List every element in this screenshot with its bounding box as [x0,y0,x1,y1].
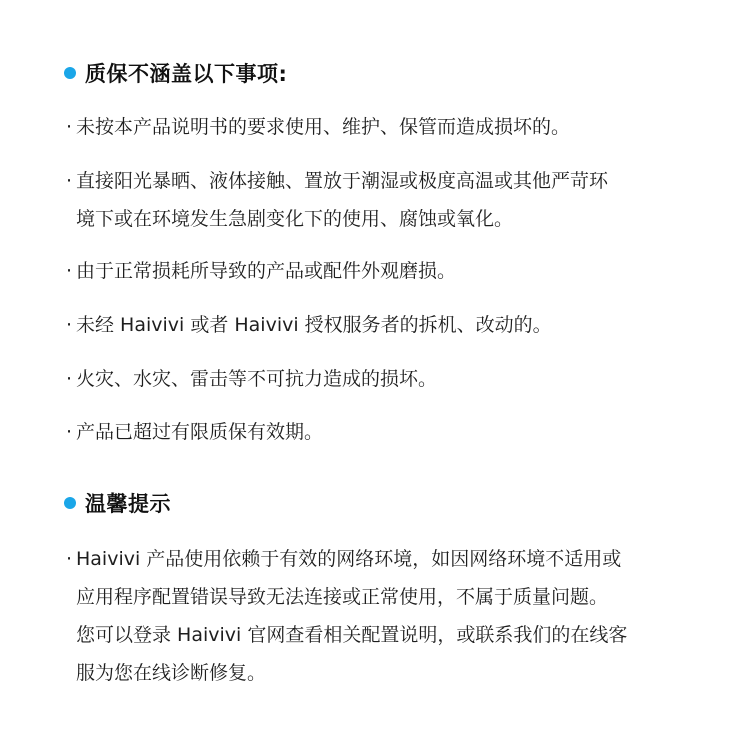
item-text: Haivivi 产品使用依赖于有效的网络环境，如因网络环境不适用或 [76,548,622,570]
item-bullet: · [66,548,73,570]
tips-heading [64,486,171,520]
item-bullet: · [66,260,73,282]
warranty-item-environment [66,162,608,238]
item-text: 未经 Haivivi 或者 Haivivi 授权服务者的拆机、改动的。 [76,314,552,336]
item-bullet: · [66,314,73,336]
item-bullet: · [66,368,73,390]
item-bullet: · [66,116,73,138]
blue-dot-icon [64,497,76,509]
warranty-item-expired [66,413,323,451]
item-text-continued: 应用程序配置错误导致无法连接或正常使用，不属于质量问题。 [76,586,609,608]
item-bullet: · [66,421,73,443]
blue-dot-icon [64,67,76,79]
item-text: 火灾、水灾、雷击等不可抗力造成的损坏。 [76,368,438,390]
warranty-item-wear [66,252,456,290]
item-bullet: · [66,170,73,192]
item-text-continued: 服为您在线诊断修复。 [76,662,267,684]
item-text-continued: 境下或在环境发生急剧变化下的使用、腐蚀或氧化。 [76,208,514,230]
item-text: 未按本产品说明书的要求使用、维护、保管而造成损坏的。 [76,116,571,138]
tips-item-network [66,540,627,692]
warranty-exclusions-heading [64,56,287,90]
warranty-heading-text: 质保不涵盖以下事项: [85,62,288,86]
item-text-continued: 您可以登录 Haivivi 官网查看相关配置说明，或联系我们的在线客 [76,624,628,646]
warranty-item-misuse [66,108,570,146]
warranty-item-unauthorized-repair [66,306,552,344]
item-text: 直接阳光暴晒、液体接触、置放于潮湿或极度高温或其他严苛环 [76,170,609,192]
tips-heading-text: 温馨提示 [85,492,171,516]
item-text: 由于正常损耗所导致的产品或配件外观磨损。 [76,260,457,282]
warranty-item-force-majeure [66,360,437,398]
item-text: 产品已超过有限质保有效期。 [76,421,324,443]
